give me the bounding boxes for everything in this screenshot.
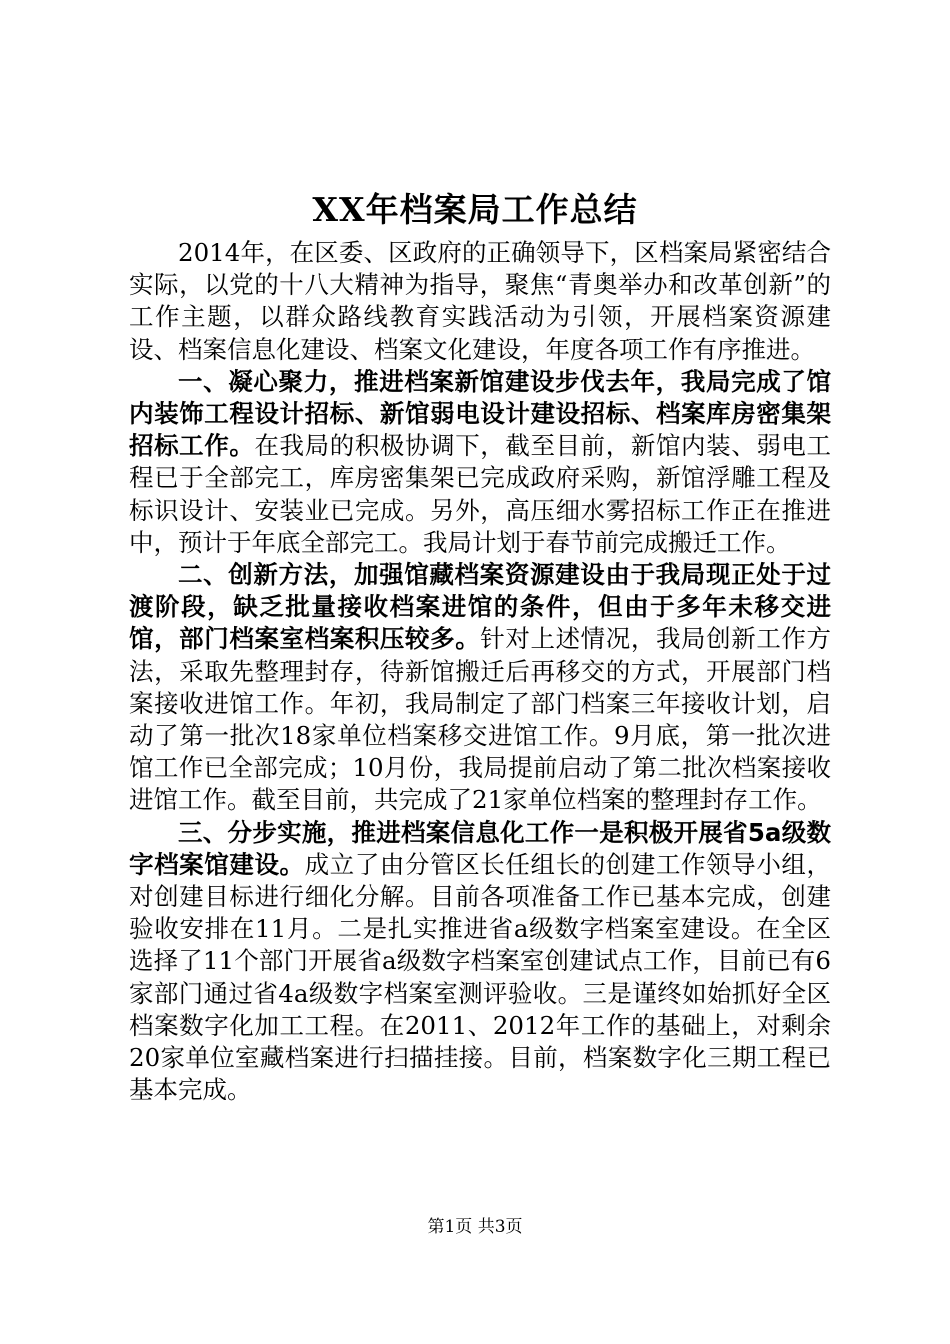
section-1-body: 在我局的积极协调下，截至目前，新馆内装、弱电工程已于全部完工，库房密集架已完成政府采购，新馆浮雕工程及标识设计、安装业已完成。另外，高压细水雾招标工作正在推进中，预计于年底全部完工。我局计划于春节前完成搬迁工作。 <box>129 431 832 557</box>
section-2-heading: 二、创新方法，加强馆藏档案资源建设由于我局现正处于过渡阶段，缺乏批量接收档案进馆的条件，但由于多年未移交进馆，部门档案室档案积压较多。 <box>129 560 831 654</box>
section-1-paragraph <box>129 366 831 559</box>
intro-paragraph: 2014年，在区委、区政府的正确领导下，区档案局紧密结合实际，以党的十八大精神为指导，聚焦“青奥举办和改革创新”的工作主题，以群众路线教育实践活动为引领，开展档案资源建设、档案信息化建设、档案文化建设，年度各项工作有序推进。 <box>129 238 831 364</box>
section-2-body: 针对上述情况，我局创新工作方法，采取先整理封存，待新馆搬迁后再移交的方式，开展部门档案接收进馆工作。年初，我局制定了部门档案三年接收计划，启动了第一批次18家单位档案移交进馆工作。9月底，第一批次进馆工作已全部完成；10月份，我局提前启动了第二批次档案接收进馆工作。截至目前，共完成了21家单位档案的整理封存工作。 <box>129 624 831 815</box>
document-body <box>129 237 831 1106</box>
section-1-heading: 一、凝心聚力，推进档案新馆建设步伐去年，我局完成了馆内装饰工程设计招标、新馆弱电设计建设招标、档案库房密集架招标工作。 <box>129 366 831 461</box>
section-3-heading: 三、分步实施，推进档案信息化工作一是积极开展省5a级数字档案馆建设。 <box>129 817 831 879</box>
page-footer: 第1页 共3页 <box>427 1217 523 1237</box>
document-title: XX年档案局工作总结 <box>312 190 638 229</box>
section-2-paragraph <box>129 559 831 817</box>
section-3-body: 成立了由分管区长任组长的创建工作领导小组，对创建目标进行细化分解。目前各项准备工作已基本完成，创建验收安排在11月。二是扎实推进省a级数字档案室建设。在全区选择了11个部门开展省a级数字档案室创建试点工作，目前已有6家部门通过省4a级数字档案室测评验收。三是谨终如始抓好全区档案数字化加工工程。在2011、2012年工作的基础上，对剩余20家单位室藏档案进行扫描挂接。目前，档案数字化三期工程已基本完成。 <box>129 849 832 1105</box>
section-3-paragraph <box>129 817 831 1107</box>
